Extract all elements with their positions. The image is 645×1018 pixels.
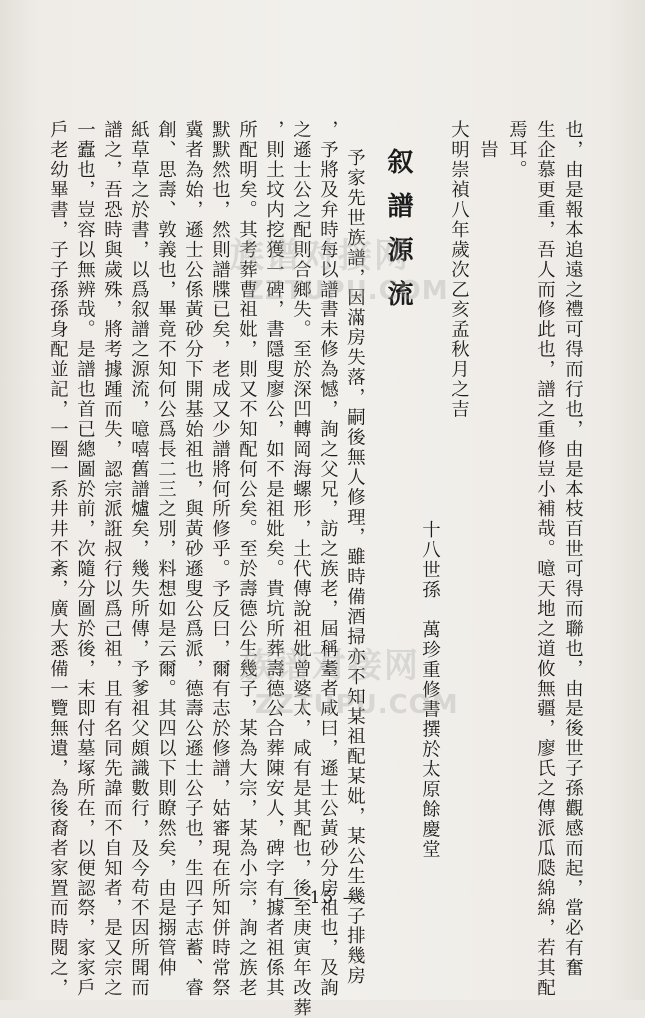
- date-line: 大明崇禎八年歲次乙亥孟秋月之吉: [448, 120, 470, 420]
- text-column: ，予將及弁時每以譜書未修為憾，詢之父兄，訪之族老，屆稱耋者咸曰，遜士公黃砂分房祖也，及詢: [317, 120, 339, 998]
- text-column: 紙草草之於書，以爲叙譜之源流，噫嘻舊譜爐矣，幾失所傳，予爹祖父頗識數行，及今苟不因所聞而: [128, 120, 150, 998]
- text-column: 戶老幼畢書，子子孫孫身配並記，一圈一系井井不紊，廣大悉備一覽無遺，為後裔者家置而時閱之，: [47, 120, 69, 998]
- page-number: — 15 —: [283, 888, 362, 908]
- text-column: 予家先世族譜，因滿房失落，嗣後無人修理，雖時備酒掃亦不知某祖配某妣，某公生幾子排幾房: [344, 148, 366, 986]
- text-column: ，則土坟内挖獲一碑，書隱叟廖公，如不是祖妣矣。貴坑所葬壽德公合葬陳安人，碑字有據者祖係其: [263, 120, 285, 998]
- watermark-text: 族谱对接网: [230, 236, 410, 276]
- watermark-url: ZZTUPU.COM: [255, 690, 459, 720]
- text-column: 焉耳。: [506, 120, 528, 180]
- text-column: 創、思壽、敦義也，畢竟不知何公爲長二三之別，料想如是云爾。其四以下則瞭然矣，由是搦管伸: [155, 120, 177, 978]
- text-column: 所配明矣。其考葬曹祖妣，則又不知配何公矣。至於壽德公生幾子，某為大宗，某為小宗，詢之族老: [236, 120, 258, 998]
- era-marker: 旹: [477, 140, 499, 160]
- watermark-url: ZZTUPU.COM: [245, 276, 449, 306]
- text-column: 一蠹也，豈容以無辨哉。是譜也首已總圖於前，次隨分圖於後，末即付墓塚所在，以便認祭，家家戶: [74, 120, 96, 998]
- text-column: 譜之，吾恐時與歲殊，將考據踵而失，認宗派誑叔行以爲己祖，且有名同先諱而不自知者，是又宗之: [101, 120, 123, 998]
- section-title: 叙譜源流: [383, 148, 413, 324]
- text-column: 冀者為始，遜士公係黃砂分下開基始祖也，與黃砂遜叟公爲派，德壽公遜士公子也，生四子志蓄、睿: [182, 120, 204, 998]
- text-column: 默默然也，然則譜牒已矣，老成又少譜將何所修乎。予反曰，爾有志於修譜，姑審現在所知併時常祭: [209, 120, 231, 998]
- author-signature: 十八世孫 萬珍重修書撰於太原餘慶堂: [419, 520, 441, 860]
- text-column: 也，由是報本追遠之禮可得而行也，由是本枝百世可得而聯也，由是後世子孫觀感而起，當必有奮: [562, 120, 584, 978]
- text-column: 生企慕更重，吾人而修此也，譜之重修豈小補哉。噫天地之道攸無疆，廖氏之傳派瓜瓞綿綿，若其配: [534, 120, 556, 998]
- watermark-text: 族谱对接网: [240, 646, 420, 686]
- text-column: 之遜士公之配則合鄉失。至於深凹轉岡海螺形，土代傳說祖妣曾婆太，咸有是其配也，後至庚寅年改葬: [290, 120, 312, 1018]
